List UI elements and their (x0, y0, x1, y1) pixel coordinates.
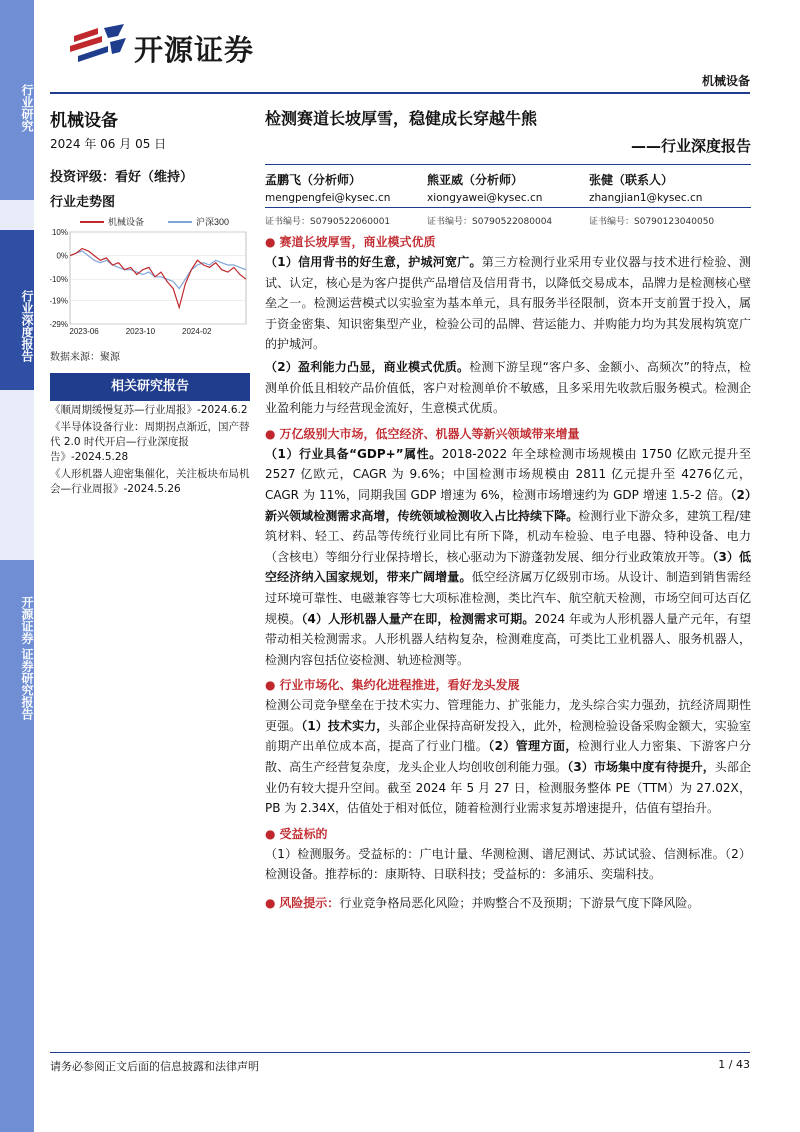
analyst-3 (589, 171, 751, 227)
page-number: 1 / 43 (718, 1058, 750, 1071)
logo-icon (68, 22, 128, 70)
paragraph-body: 检测公司竞争壁垒在于技术实力、管理能力、扩张能力，龙头综合实力强劲，抗经济周期性更强。 (265, 698, 751, 733)
section-heading-1 (265, 233, 751, 250)
y-tick-label: 10% (51, 228, 68, 237)
paragraph-body: 检测下游呈现“客户多、金额小、高频次”的特点，检测单价低且相较产品价值低，客户对检测单价不敏感，且多采用先收款后服务模式。检测企业盈利能力与经营现金流好，生意模式优质。 (265, 359, 751, 416)
y-tick-label: 0% (56, 251, 68, 261)
x-tick-label: 2023-10 (125, 327, 156, 336)
main-column (265, 100, 751, 914)
analyst-cert: 证书编号：S0790522080004 (427, 217, 553, 227)
paragraph (265, 357, 751, 419)
series-line (70, 249, 246, 308)
paragraph-lead: （1）行业具备“GDP+”属性。 (265, 446, 442, 461)
chart-frame (70, 232, 246, 324)
sidebar (0, 0, 34, 1132)
paragraph-body: 头部企业保持高研发投入，此外，检测检验设备采购金额大，实验室前期产出单位成本高，提高了行业门槛。 (265, 718, 751, 754)
chart-source: 数据来源：聚源 (50, 352, 120, 363)
bullet-icon: ● (265, 826, 276, 841)
analyst-email[interactable]: xiongyawei@kysec.cn (427, 192, 543, 204)
related-report-3[interactable]: 《人形机器人迎密集催化，关注板块布局机会—行业周报》-2024.5.26 (50, 468, 250, 495)
trend-title: 行业走势图 (50, 195, 116, 210)
section-heading-text: 赛道长坡厚雪，商业模式优质 (279, 235, 436, 249)
analyst-1 (265, 171, 427, 227)
y-tick-label: -29% (50, 320, 68, 329)
analyst-email[interactable]: zhangjian1@kysec.cn (589, 192, 703, 204)
section-heading-4 (265, 825, 751, 842)
bullet-icon: ● (265, 426, 276, 441)
paragraph (265, 695, 751, 819)
section-heading-text: 万亿级别大市场，低空经济、机器人等新兴领域带来增量 (279, 426, 580, 441)
paragraph-lead: （1）技术实力， (301, 718, 389, 733)
report-title: 检测赛道长坡厚雪，稳健成长穿越牛熊 (265, 109, 538, 128)
y-tick-label: -10% (50, 275, 68, 285)
analyst-name: 熊亚威（分析师） (427, 173, 524, 187)
analyst-name: 孟鹏飞（分析师） (265, 173, 362, 187)
header-category: 机械设备 (701, 74, 750, 88)
trend-chart (50, 214, 250, 342)
analyst-list (265, 164, 751, 227)
analyst-cert: 证书编号：S0790522060001 (265, 217, 391, 227)
paragraph (265, 444, 751, 671)
sidebar-label-top: 行业研究 (20, 84, 34, 132)
paragraph-lead: （1）信用背书的好生意，护城河宽广。 (265, 255, 482, 269)
paragraph-lead: （4）人形机器人量产在即，检测需求可期。 (301, 611, 535, 626)
report-subtitle: ——行业深度报告 (630, 137, 751, 155)
footer-disclaimer[interactable]: 请务必参阅正文后面的信息披露和法律声明 (50, 1060, 259, 1073)
paragraph-body: 低空经济属万亿级别市场。从设计、制造到销售需经过环境可靠性、电磁兼容等七大项标准检测，类比汽车、航空航天检测，市场空间可达百亿规模。 (265, 570, 751, 626)
risk-text: 行业竞争格局恶化风险；并购整合不及预期；下游景气度下降风险。 (339, 896, 700, 911)
analyst-email[interactable]: mengpengfei@kysec.cn (265, 192, 391, 204)
analyst-divider (427, 207, 589, 208)
paragraph-body: 检测行业下游众多，建筑工程/建筑材料、轻工、药品等传统行业同比有所下降，机动车检验、电子电器、特种设备、电力（含核电）等细分行业保持增长，核心驱动为下游蓬勃发展、细分行业政策放开等。 (265, 508, 751, 564)
section-heading-text: 受益标的 (279, 826, 328, 841)
sidebar-label-mid: 行业深度报告 (20, 290, 34, 362)
risk-label: 风险提示： (279, 896, 340, 911)
y-tick-label: -19% (50, 296, 68, 306)
analyst-divider (265, 207, 427, 208)
paragraph-lead: （2）新兴领域检测需求高增，传统领域检测收入占比持续下降。 (265, 487, 751, 523)
paragraph (265, 252, 751, 355)
bullet-icon: ● (265, 678, 276, 693)
bullet-icon: ● (265, 235, 276, 249)
related-reports-title: 相关研究报告 (50, 373, 250, 401)
risk-warning (265, 893, 751, 914)
related-report-1[interactable]: 《顺周期缓慢复苏—行业周报》-2024.6.2 (50, 404, 248, 416)
report-date: 2024 年 06 月 05 日 (50, 137, 167, 151)
section-heading-2 (265, 425, 751, 442)
paragraph-lead: （2）管理方面， (488, 739, 578, 754)
analyst-2 (427, 171, 589, 227)
sidebar-label-bottom: 开源证券 证券研究报告 (20, 595, 34, 721)
legend-label: 机械设备 (108, 217, 145, 227)
analyst-cert: 证书编号：S0790123040050 (589, 217, 715, 227)
logo-text: 开源证券 (134, 33, 255, 67)
legend-label: 沪深300 (196, 217, 230, 227)
paragraph: （1）检测服务。受益标的：广电计量、华测检测、谱尼测试、苏试试验、信测标准。（2）检测设备。推荐标的：康斯特、日联科技；受益标的：多浦乐、奕瑞科技。 (265, 846, 751, 882)
related-report-2[interactable]: 《半导体设备行业：周期拐点渐近，国产替代 2.0 时代开启—行业深度报告》-2024.5.28 (50, 421, 250, 463)
bullet-icon: ● (265, 896, 280, 911)
paragraph-lead: （2）盈利能力凸显，商业模式优质。 (265, 359, 470, 374)
paragraph-body: 第三方检测行业采用专业仪器与技术进行检验、测试、认定，核心是为客户提供产品增信及信用背书，以降低交易成本，品牌力是检测核心壁垒之一。检测运营模式以实验室为基本单元，具有服务半径限制，资本开支前置于投入，属于资金密集、知识密集型产业，检验公司的品牌、营运能力、并购能力均为其发展构筑宽广的护城河。 (265, 255, 751, 352)
footer-rule (50, 1052, 750, 1053)
investment-rating: 投资评级：看好（维持） (50, 170, 194, 185)
header-rule (50, 92, 750, 94)
x-tick-label: 2023-06 (69, 327, 99, 336)
paragraph-lead: （3）市场集中度有待提升， (567, 760, 715, 775)
paragraph-body: 2024 年或为人形机器人量产元年，有望带动相关检测需求。人形机器人结构复杂，检测难度高，可类比工业机器人、服务机器人，检测内容包括位姿检测、轨迹检测等。 (265, 611, 751, 667)
paragraph-body: 检测行业人力密集、下游客户分散、高生产经营复杂度，龙头企业人均创收创利能力强。 (265, 739, 751, 775)
paragraph-lead: （3）低空经济纳入国家规划，带来广阔增量。 (265, 549, 751, 585)
x-tick-label: 2024-02 (182, 327, 212, 336)
left-column (50, 100, 250, 497)
paragraph-body: 2018-2022 年全球检测市场规模由 1750 亿欧元提升至 2527 亿欧元，CAGR 为 9.6%；中国检测市场规模由 2811 亿元提升至 4276亿元，CAGR 为 11%，同期我国 GDP 增速为 6%，检测市场增速约为 GDP 增速 1.5-2 倍。 (265, 446, 751, 502)
section-name: 机械设备 (50, 111, 118, 131)
analyst-name: 张健（联系人） (589, 173, 674, 187)
paragraph-body: 头部企业仍有较大提升空间。截至 2024 年 5 月 27 日，检测服务整体 PE（TTM）为 27.02X，PB 为 2.34X，估值处于相对低位，随着检测行业需求复苏增速提升，估值有望抬升。 (265, 760, 751, 816)
section-heading-text: 行业市场化、集约化进程推进，看好龙头发展 (279, 678, 520, 693)
section-heading-3 (265, 676, 751, 693)
analyst-divider (589, 207, 751, 208)
